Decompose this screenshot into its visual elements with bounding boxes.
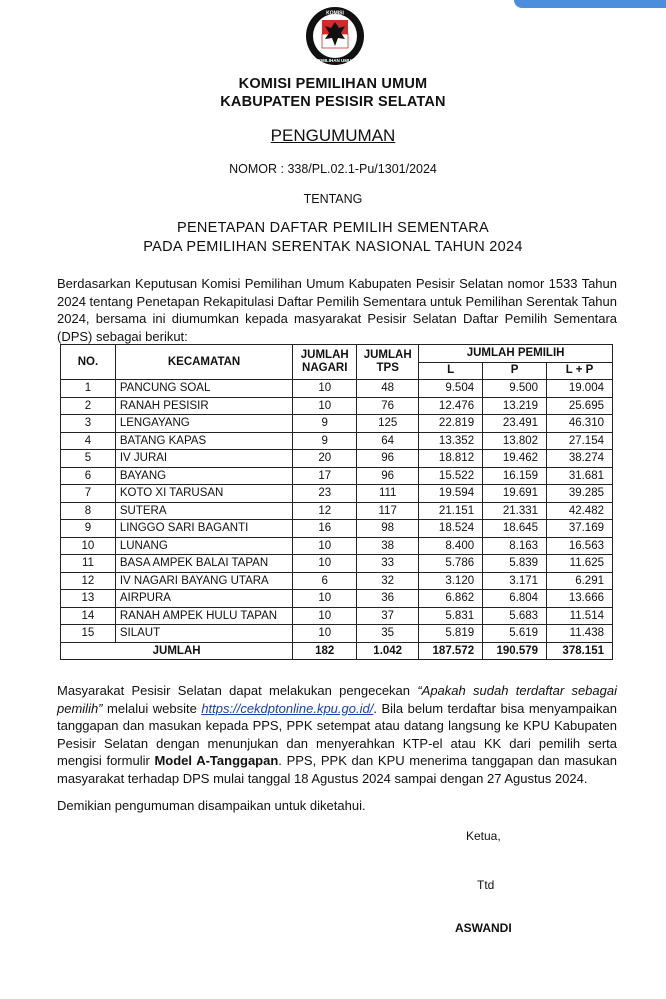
cell-lp: 25.695 [547, 397, 613, 415]
document-number: NOMOR : 338/PL.02.1-Pu/1301/2024 [229, 162, 437, 176]
kpu-logo-icon [305, 6, 365, 66]
instr-text-2: melalui website [102, 700, 202, 716]
cell-nagari: 9 [293, 432, 357, 450]
cell-no: 2 [61, 397, 116, 415]
cell-tps: 36 [357, 590, 419, 608]
cell-l: 13.352 [419, 432, 483, 450]
header-jumlah-pemilih: JUMLAH PEMILIH [419, 345, 613, 363]
cell-p: 23.491 [483, 415, 547, 433]
table-row [61, 450, 613, 468]
cell-tps: 125 [357, 415, 419, 433]
cell-p: 9.500 [483, 380, 547, 398]
cell-p: 5.683 [483, 607, 547, 625]
table-row [61, 572, 613, 590]
cell-kecamatan: SILAUT [115, 625, 292, 643]
header-kecamatan: KECAMATAN [115, 345, 292, 380]
cell-tps: 35 [357, 625, 419, 643]
cell-l: 18.524 [419, 520, 483, 538]
cell-nagari: 10 [293, 607, 357, 625]
cell-nagari: 10 [293, 380, 357, 398]
total-nagari: 182 [293, 642, 357, 660]
cell-no: 1 [61, 380, 116, 398]
table-row [61, 485, 613, 503]
cell-no: 10 [61, 537, 116, 555]
cell-l: 21.151 [419, 502, 483, 520]
closing-paragraph: Demikian pengumuman disampaikan untuk diketahui. [57, 798, 366, 813]
svg-text:KOMISI: KOMISI [326, 10, 344, 17]
cell-no: 8 [61, 502, 116, 520]
cell-kecamatan: BAYANG [115, 467, 292, 485]
cell-no: 9 [61, 520, 116, 538]
cell-l: 18.812 [419, 450, 483, 468]
cell-nagari: 17 [293, 467, 357, 485]
table-total-row [61, 642, 613, 660]
instr-text-1: Masyarakat Pesisir Selatan dapat melakukan pengecekan [57, 683, 418, 698]
cell-lp: 42.482 [547, 502, 613, 520]
signature-role: Ketua, [466, 829, 501, 843]
cell-tps: 98 [357, 520, 419, 538]
cell-kecamatan: LUNANG [115, 537, 292, 555]
cell-no: 5 [61, 450, 116, 468]
table-row [61, 607, 613, 625]
cell-kecamatan: KOTO XI TARUSAN [115, 485, 292, 503]
table-row [61, 502, 613, 520]
total-label: JUMLAH [61, 642, 293, 660]
cell-nagari: 16 [293, 520, 357, 538]
cell-l: 12.476 [419, 397, 483, 415]
cell-kecamatan: BATANG KAPAS [115, 432, 292, 450]
cell-lp: 38.274 [547, 450, 613, 468]
table-row [61, 380, 613, 398]
cell-no: 12 [61, 572, 116, 590]
header-l: L [419, 362, 483, 380]
cell-nagari: 23 [293, 485, 357, 503]
cell-p: 6.804 [483, 590, 547, 608]
instr-quote: “Apakah sudah terdaftar sebagai pemilih” [57, 683, 617, 716]
cell-p: 8.163 [483, 537, 547, 555]
cell-tps: 48 [357, 380, 419, 398]
cell-lp: 11.438 [547, 625, 613, 643]
total-p: 190.579 [483, 642, 547, 660]
cell-no: 6 [61, 467, 116, 485]
cell-lp: 16.563 [547, 537, 613, 555]
cell-lp: 13.666 [547, 590, 613, 608]
cell-lp: 11.514 [547, 607, 613, 625]
cell-no: 13 [61, 590, 116, 608]
cell-l: 5.831 [419, 607, 483, 625]
subject-line1: PENETAPAN DAFTAR PEMILIH SEMENTARA [176, 220, 490, 236]
cell-lp: 31.681 [547, 467, 613, 485]
cell-lp: 6.291 [547, 572, 613, 590]
cell-l: 3.120 [419, 572, 483, 590]
org-name-line1: KOMISI PEMILIHAN UMUM [238, 76, 428, 92]
cell-no: 4 [61, 432, 116, 450]
cell-lp: 46.310 [547, 415, 613, 433]
cell-no: 7 [61, 485, 116, 503]
cell-tps: 37 [357, 607, 419, 625]
subject-line2: PADA PEMILIHAN SERENTAK NASIONAL TAHUN 2024 [143, 239, 523, 255]
cell-kecamatan: IV NAGARI BAYANG UTARA [115, 572, 292, 590]
cell-tps: 96 [357, 450, 419, 468]
cell-nagari: 9 [293, 415, 357, 433]
cell-kecamatan: BASA AMPEK BALAI TAPAN [115, 555, 292, 573]
cell-l: 15.522 [419, 467, 483, 485]
table-row [61, 467, 613, 485]
cell-tps: 111 [357, 485, 419, 503]
table-row [61, 397, 613, 415]
dps-table [60, 344, 613, 660]
cell-kecamatan: RANAH PESISIR [115, 397, 292, 415]
cell-l: 5.786 [419, 555, 483, 573]
cell-lp: 19.004 [547, 380, 613, 398]
table-row [61, 432, 613, 450]
header-no: NO. [61, 345, 116, 380]
table-row [61, 555, 613, 573]
cell-nagari: 10 [293, 537, 357, 555]
header-nagari: JUMLAH NAGARI [293, 345, 357, 380]
cell-nagari: 10 [293, 590, 357, 608]
instr-form-name: Model A-Tanggapan [154, 753, 279, 768]
cell-lp: 11.625 [547, 555, 613, 573]
cell-tps: 33 [357, 555, 419, 573]
cell-lp: 27.154 [547, 432, 613, 450]
cell-l: 5.819 [419, 625, 483, 643]
tentang-label: TENTANG [303, 192, 363, 206]
table-row [61, 590, 613, 608]
document-title: PENGUMUMAN [270, 126, 396, 145]
table-row [61, 520, 613, 538]
cell-p: 3.171 [483, 572, 547, 590]
cell-kecamatan: AIRPURA [115, 590, 292, 608]
cell-p: 5.619 [483, 625, 547, 643]
cell-p: 21.331 [483, 502, 547, 520]
cell-nagari: 12 [293, 502, 357, 520]
cell-nagari: 20 [293, 450, 357, 468]
cell-kecamatan: IV JURAI [115, 450, 292, 468]
cell-l: 9.504 [419, 380, 483, 398]
instr-text-4: . PPS, PPK dan KPU menerima tanggapan dan masukan masyarakat terhadap DPS mulai tanggal 18 Agustus 2024 sampai dengan 27 Agustus 2024. [57, 753, 617, 786]
cell-l: 8.400 [419, 537, 483, 555]
instr-text-3: . Bila belum terdaftar bisa menyampaikan tanggapan dan masukan kepada PPS, PPK setempat atau datang langsung ke KPU Kabupaten Pesisir Selatan dengan menunjukan dan menyerahkan KTP-el atau KK dari pemilih serta mengisi formulir [57, 700, 617, 768]
top-ribbon [514, 0, 666, 8]
table-row [61, 625, 613, 643]
cell-p: 19.691 [483, 485, 547, 503]
cell-lp: 37.169 [547, 520, 613, 538]
cell-p: 5.839 [483, 555, 547, 573]
cekdpt-link[interactable]: https://cekdptonline.kpu.go.id/ [201, 700, 374, 716]
cell-tps: 64 [357, 432, 419, 450]
cell-kecamatan: SUTERA [115, 502, 292, 520]
cell-no: 15 [61, 625, 116, 643]
instruction-paragraph [57, 682, 617, 787]
signature-ttd: Ttd [477, 878, 495, 892]
cell-no: 3 [61, 415, 116, 433]
cell-kecamatan: RANAH AMPEK HULU TAPAN [115, 607, 292, 625]
cell-tps: 38 [357, 537, 419, 555]
header-lp: L + P [547, 362, 613, 380]
cell-lp: 39.285 [547, 485, 613, 503]
cell-p: 13.219 [483, 397, 547, 415]
cell-p: 13.802 [483, 432, 547, 450]
header-tps: JUMLAH TPS [357, 345, 419, 380]
org-name-line2: KABUPATEN PESISIR SELATAN [220, 94, 446, 110]
cell-no: 14 [61, 607, 116, 625]
cell-no: 11 [61, 555, 116, 573]
cell-kecamatan: LINGGO SARI BAGANTI [115, 520, 292, 538]
cell-tps: 32 [357, 572, 419, 590]
cell-nagari: 10 [293, 555, 357, 573]
cell-kecamatan: LENGAYANG [115, 415, 292, 433]
cell-p: 19.462 [483, 450, 547, 468]
cell-tps: 96 [357, 467, 419, 485]
svg-text:PEMILIHAN UMUM: PEMILIHAN UMUM [315, 58, 355, 63]
signature-name: ASWANDI [455, 921, 512, 935]
cell-l: 19.594 [419, 485, 483, 503]
header-p: P [483, 362, 547, 380]
cell-p: 16.159 [483, 467, 547, 485]
intro-paragraph: Berdasarkan Keputusan Komisi Pemilihan Umum Kabupaten Pesisir Selatan nomor 1533 Tahun 2024 tentang Penetapan Rekapitulasi Daftar Pemilih Sementara untuk Pemilihan Serentak Tahun 2024, bersama ini diumumkan kepada masyarakat Pesisir Selatan Daftar Pemilih Sementara (DPS) sebagai berikut: [57, 276, 617, 344]
cell-tps: 117 [357, 502, 419, 520]
cell-nagari: 10 [293, 625, 357, 643]
table-row [61, 537, 613, 555]
cell-l: 22.819 [419, 415, 483, 433]
cell-nagari: 6 [293, 572, 357, 590]
total-lp: 378.151 [547, 642, 613, 660]
cell-p: 18.645 [483, 520, 547, 538]
cell-l: 6.862 [419, 590, 483, 608]
cell-nagari: 10 [293, 397, 357, 415]
total-l: 187.572 [419, 642, 483, 660]
total-tps: 1.042 [357, 642, 419, 660]
cell-tps: 76 [357, 397, 419, 415]
cell-kecamatan: PANCUNG SOAL [115, 380, 292, 398]
table-row [61, 415, 613, 433]
